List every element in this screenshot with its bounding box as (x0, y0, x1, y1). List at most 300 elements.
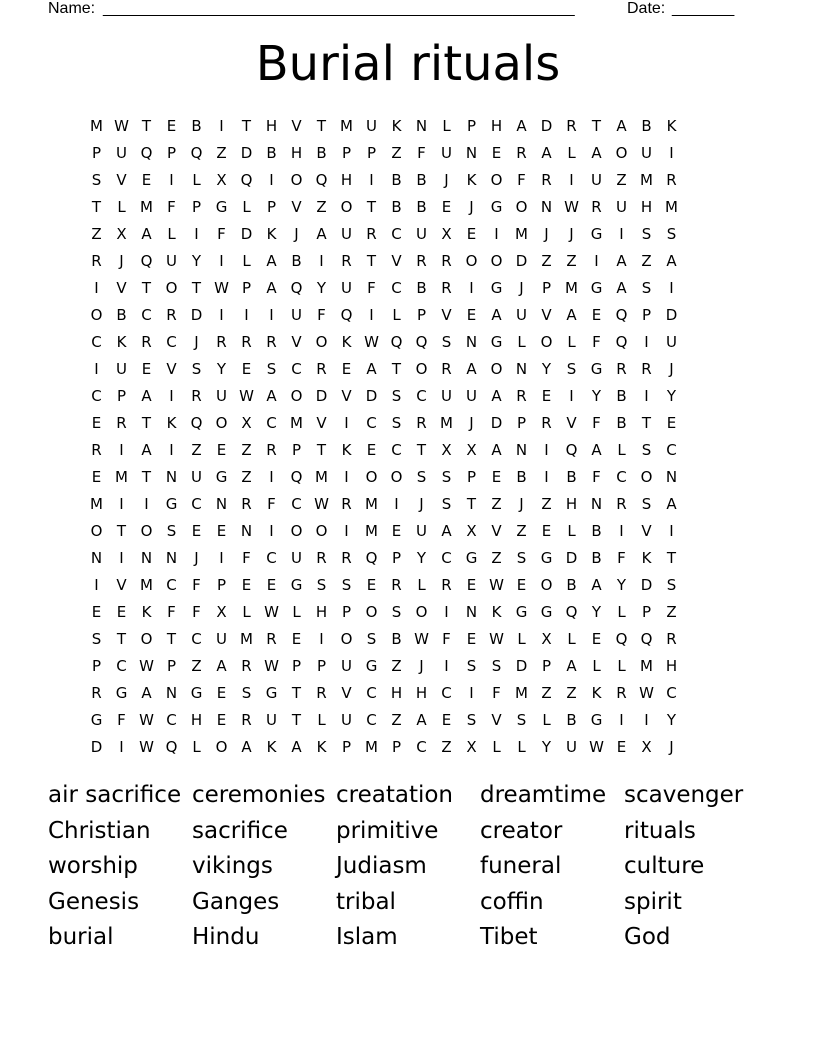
grid-letter[interactable]: T (416, 441, 427, 459)
grid-letter[interactable]: D (190, 306, 203, 324)
grid-letter[interactable]: X (641, 738, 652, 756)
grid-letter[interactable]: L (492, 738, 501, 756)
grid-letter[interactable]: J (669, 360, 674, 378)
grid-letter[interactable]: E (266, 576, 277, 594)
grid-letter[interactable]: W (564, 198, 579, 216)
grid-letter[interactable]: E (141, 171, 152, 189)
grid-letter[interactable]: V (116, 171, 127, 189)
grid-letter[interactable]: S (416, 468, 427, 486)
grid-letter[interactable]: I (319, 252, 324, 270)
grid-letter[interactable]: O (640, 468, 653, 486)
grid-letter[interactable]: J (569, 225, 574, 243)
grid-letter[interactable]: L (442, 117, 451, 135)
grid-letter[interactable]: S (391, 414, 402, 432)
grid-letter[interactable]: I (219, 117, 224, 135)
grid-letter[interactable]: F (442, 630, 451, 648)
grid-letter[interactable]: I (669, 144, 674, 162)
grid-letter[interactable]: T (591, 117, 602, 135)
grid-letter[interactable]: R (216, 333, 227, 351)
grid-letter[interactable]: S (441, 468, 452, 486)
grid-letter[interactable]: Y (666, 387, 677, 405)
grid-letter[interactable]: N (515, 441, 528, 459)
grid-letter[interactable]: B (391, 630, 402, 648)
grid-letter[interactable]: T (391, 360, 402, 378)
grid-letter[interactable]: B (391, 198, 402, 216)
grid-letter[interactable]: H (390, 684, 403, 702)
grid-letter[interactable]: I (669, 279, 674, 297)
grid-letter[interactable]: E (291, 630, 302, 648)
grid-letter[interactable]: G (490, 198, 503, 216)
grid-letter[interactable]: X (466, 441, 477, 459)
grid-letter[interactable]: R (616, 360, 627, 378)
grid-letter[interactable]: K (491, 603, 502, 621)
grid-letter[interactable]: W (264, 603, 279, 621)
grid-letter[interactable]: I (244, 306, 249, 324)
grid-letter[interactable]: R (666, 630, 677, 648)
grid-letter[interactable]: E (91, 414, 102, 432)
grid-letter[interactable]: F (192, 603, 201, 621)
grid-letter[interactable]: N (465, 144, 478, 162)
grid-letter[interactable]: O (615, 144, 628, 162)
grid-letter[interactable]: T (191, 279, 202, 297)
grid-letter[interactable]: X (466, 738, 477, 756)
grid-letter[interactable]: W (639, 684, 654, 702)
grid-letter[interactable]: D (515, 252, 528, 270)
grid-letter[interactable]: T (116, 630, 127, 648)
grid-letter[interactable]: L (617, 657, 626, 675)
grid-letter[interactable]: S (491, 657, 502, 675)
grid-letter[interactable]: B (641, 117, 652, 135)
grid-letter[interactable]: C (666, 684, 677, 702)
grid-letter[interactable]: L (617, 603, 626, 621)
grid-letter[interactable]: E (541, 522, 552, 540)
grid-letter[interactable]: L (392, 306, 401, 324)
grid-letter[interactable]: A (491, 387, 502, 405)
grid-letter[interactable]: P (541, 279, 552, 297)
grid-letter[interactable]: Z (566, 252, 577, 270)
grid-letter[interactable]: R (266, 630, 277, 648)
date-blank-field[interactable]: _______ (672, 0, 735, 17)
grid-letter[interactable]: L (517, 738, 526, 756)
grid-letter[interactable]: S (641, 225, 652, 243)
grid-letter[interactable]: I (269, 306, 274, 324)
grid-letter[interactable]: Z (241, 468, 252, 486)
grid-letter[interactable]: S (641, 279, 652, 297)
grid-letter[interactable]: Z (491, 549, 502, 567)
grid-letter[interactable]: T (141, 468, 152, 486)
grid-letter[interactable]: N (515, 360, 528, 378)
grid-letter[interactable]: G (165, 495, 178, 513)
grid-letter[interactable]: H (640, 198, 653, 216)
grid-letter[interactable]: L (592, 657, 601, 675)
grid-letter[interactable]: Q (615, 333, 628, 351)
grid-letter[interactable]: Q (190, 414, 203, 432)
grid-letter[interactable]: T (116, 522, 127, 540)
grid-letter[interactable]: F (592, 333, 601, 351)
grid-letter[interactable]: Y (591, 603, 602, 621)
grid-letter[interactable]: B (291, 252, 302, 270)
grid-letter[interactable]: X (541, 630, 552, 648)
grid-letter[interactable]: U (341, 279, 352, 297)
grid-letter[interactable]: Y (191, 252, 202, 270)
grid-letter[interactable]: F (317, 306, 326, 324)
grid-letter[interactable]: G (490, 333, 503, 351)
grid-letter[interactable]: H (340, 171, 353, 189)
grid-letter[interactable]: R (91, 252, 102, 270)
grid-letter[interactable]: P (91, 657, 102, 675)
grid-letter[interactable]: K (266, 225, 277, 243)
grid-letter[interactable]: U (416, 522, 427, 540)
grid-letter[interactable]: B (266, 144, 277, 162)
grid-letter[interactable]: I (319, 630, 324, 648)
grid-letter[interactable]: L (242, 252, 251, 270)
grid-letter[interactable]: R (566, 117, 577, 135)
grid-letter[interactable]: O (465, 252, 478, 270)
grid-letter[interactable]: N (665, 468, 678, 486)
grid-letter[interactable]: G (365, 657, 378, 675)
grid-letter[interactable]: M (90, 495, 103, 513)
grid-letter[interactable]: Z (541, 684, 552, 702)
grid-letter[interactable]: A (291, 738, 302, 756)
grid-letter[interactable]: C (441, 684, 452, 702)
grid-letter[interactable]: M (290, 414, 303, 432)
grid-letter[interactable]: R (166, 306, 177, 324)
grid-letter[interactable]: L (517, 333, 526, 351)
grid-letter[interactable]: A (141, 387, 152, 405)
grid-letter[interactable]: F (217, 225, 226, 243)
grid-letter[interactable]: J (194, 549, 199, 567)
grid-letter[interactable]: Q (140, 144, 153, 162)
grid-letter[interactable]: K (316, 738, 327, 756)
grid-letter[interactable]: L (517, 630, 526, 648)
grid-letter[interactable]: F (592, 414, 601, 432)
grid-letter[interactable]: R (316, 549, 327, 567)
grid-letter[interactable]: G (590, 360, 603, 378)
grid-letter[interactable]: S (516, 711, 527, 729)
grid-letter[interactable]: Y (316, 279, 327, 297)
grid-letter[interactable]: R (441, 252, 452, 270)
grid-letter[interactable]: R (266, 441, 277, 459)
grid-letter[interactable]: E (666, 414, 677, 432)
grid-letter[interactable]: L (167, 225, 176, 243)
grid-letter[interactable]: C (366, 414, 377, 432)
grid-letter[interactable]: Z (441, 738, 452, 756)
grid-letter[interactable]: A (141, 684, 152, 702)
grid-letter[interactable]: Z (666, 603, 677, 621)
grid-letter[interactable]: D (240, 225, 253, 243)
grid-letter[interactable]: B (616, 387, 627, 405)
grid-letter[interactable]: A (591, 144, 602, 162)
grid-letter[interactable]: K (466, 171, 477, 189)
grid-letter[interactable]: A (241, 738, 252, 756)
grid-letter[interactable]: D (490, 414, 503, 432)
grid-letter[interactable]: U (366, 117, 377, 135)
grid-letter[interactable]: T (466, 495, 477, 513)
grid-letter[interactable]: M (515, 225, 528, 243)
grid-letter[interactable]: S (391, 603, 402, 621)
grid-letter[interactable]: A (591, 576, 602, 594)
grid-letter[interactable]: S (516, 549, 527, 567)
grid-letter[interactable]: N (465, 333, 478, 351)
grid-letter[interactable]: A (316, 225, 327, 243)
grid-letter[interactable]: C (166, 711, 177, 729)
grid-letter[interactable]: Z (641, 252, 652, 270)
grid-letter[interactable]: I (169, 441, 174, 459)
grid-letter[interactable]: S (641, 441, 652, 459)
grid-letter[interactable]: L (292, 603, 301, 621)
grid-letter[interactable]: C (391, 441, 402, 459)
grid-letter[interactable]: Y (541, 360, 552, 378)
grid-letter[interactable]: C (441, 549, 452, 567)
grid-letter[interactable]: I (119, 738, 124, 756)
grid-letter[interactable]: F (242, 549, 251, 567)
grid-letter[interactable]: R (416, 414, 427, 432)
grid-letter[interactable]: Q (640, 630, 653, 648)
grid-letter[interactable]: P (116, 387, 127, 405)
grid-letter[interactable]: W (264, 657, 279, 675)
grid-letter[interactable]: C (416, 738, 427, 756)
grid-letter[interactable]: J (294, 225, 299, 243)
grid-letter[interactable]: R (241, 657, 252, 675)
grid-letter[interactable]: D (565, 549, 578, 567)
grid-letter[interactable]: N (165, 549, 178, 567)
grid-letter[interactable]: I (469, 279, 474, 297)
grid-letter[interactable]: J (419, 657, 424, 675)
grid-letter[interactable]: A (616, 117, 627, 135)
grid-letter[interactable]: Q (140, 252, 153, 270)
grid-letter[interactable]: K (666, 117, 677, 135)
grid-letter[interactable]: N (90, 549, 103, 567)
grid-letter[interactable]: O (365, 468, 378, 486)
grid-letter[interactable]: U (266, 711, 277, 729)
grid-letter[interactable]: S (341, 576, 352, 594)
grid-letter[interactable]: C (616, 468, 627, 486)
grid-letter[interactable]: R (516, 387, 527, 405)
grid-letter[interactable]: X (466, 522, 477, 540)
grid-letter[interactable]: L (567, 630, 576, 648)
grid-letter[interactable]: P (91, 144, 102, 162)
grid-letter[interactable]: X (116, 225, 127, 243)
grid-letter[interactable]: X (441, 225, 452, 243)
grid-letter[interactable]: I (544, 441, 549, 459)
grid-letter[interactable]: X (241, 414, 252, 432)
grid-letter[interactable]: C (191, 630, 202, 648)
grid-letter[interactable]: I (119, 441, 124, 459)
grid-letter[interactable]: R (316, 684, 327, 702)
grid-letter[interactable]: L (542, 711, 551, 729)
grid-letter[interactable]: E (366, 576, 377, 594)
grid-letter[interactable]: F (267, 495, 276, 513)
grid-letter[interactable]: I (344, 522, 349, 540)
grid-letter[interactable]: U (116, 360, 127, 378)
grid-letter[interactable]: B (391, 171, 402, 189)
grid-letter[interactable]: I (394, 495, 399, 513)
grid-letter[interactable]: Z (616, 171, 627, 189)
grid-letter[interactable]: Z (191, 657, 202, 675)
grid-letter[interactable]: W (114, 117, 129, 135)
grid-letter[interactable]: V (341, 387, 352, 405)
grid-letter[interactable]: P (291, 657, 302, 675)
grid-letter[interactable]: U (341, 657, 352, 675)
grid-letter[interactable]: E (91, 468, 102, 486)
grid-letter[interactable]: T (316, 441, 327, 459)
grid-letter[interactable]: C (666, 441, 677, 459)
grid-letter[interactable]: F (367, 279, 376, 297)
grid-letter[interactable]: D (640, 576, 653, 594)
grid-letter[interactable]: V (641, 522, 652, 540)
grid-letter[interactable]: U (566, 738, 577, 756)
grid-letter[interactable]: Q (190, 144, 203, 162)
grid-letter[interactable]: P (341, 603, 352, 621)
grid-letter[interactable]: J (469, 414, 474, 432)
grid-letter[interactable]: G (540, 549, 553, 567)
grid-letter[interactable]: A (441, 522, 452, 540)
grid-letter[interactable]: E (241, 360, 252, 378)
grid-letter[interactable]: Y (591, 387, 602, 405)
grid-letter[interactable]: W (139, 711, 154, 729)
grid-letter[interactable]: H (265, 117, 278, 135)
grid-letter[interactable]: T (316, 117, 327, 135)
grid-letter[interactable]: C (416, 387, 427, 405)
grid-letter[interactable]: L (567, 144, 576, 162)
grid-letter[interactable]: F (192, 576, 201, 594)
grid-letter[interactable]: W (364, 333, 379, 351)
grid-letter[interactable]: E (491, 144, 502, 162)
grid-letter[interactable]: O (290, 387, 303, 405)
grid-letter[interactable]: E (466, 576, 477, 594)
grid-letter[interactable]: L (242, 198, 251, 216)
grid-letter[interactable]: G (590, 711, 603, 729)
grid-letter[interactable]: H (315, 603, 328, 621)
grid-letter[interactable]: R (241, 495, 252, 513)
grid-letter[interactable]: K (641, 549, 652, 567)
grid-letter[interactable]: M (515, 684, 528, 702)
grid-letter[interactable]: P (541, 657, 552, 675)
grid-letter[interactable]: U (591, 171, 602, 189)
grid-letter[interactable]: A (266, 279, 277, 297)
grid-letter[interactable]: R (541, 414, 552, 432)
grid-letter[interactable]: O (390, 468, 403, 486)
grid-letter[interactable]: R (391, 576, 402, 594)
grid-letter[interactable]: R (641, 360, 652, 378)
grid-letter[interactable]: P (291, 441, 302, 459)
grid-letter[interactable]: H (565, 495, 578, 513)
grid-letter[interactable]: C (191, 495, 202, 513)
grid-letter[interactable]: A (366, 360, 377, 378)
grid-letter[interactable]: F (592, 468, 601, 486)
grid-letter[interactable]: I (619, 225, 624, 243)
grid-letter[interactable]: R (91, 441, 102, 459)
grid-letter[interactable]: G (90, 711, 103, 729)
grid-letter[interactable]: O (340, 198, 353, 216)
grid-letter[interactable]: O (290, 171, 303, 189)
grid-letter[interactable]: Q (415, 333, 428, 351)
grid-letter[interactable]: Z (566, 684, 577, 702)
grid-letter[interactable]: E (391, 522, 402, 540)
grid-letter[interactable]: M (365, 495, 378, 513)
grid-letter[interactable]: P (466, 468, 477, 486)
grid-letter[interactable]: Y (541, 738, 552, 756)
grid-letter[interactable]: C (366, 711, 377, 729)
grid-letter[interactable]: O (490, 360, 503, 378)
grid-letter[interactable]: T (641, 414, 652, 432)
grid-letter[interactable]: D (365, 387, 378, 405)
grid-letter[interactable]: W (489, 630, 504, 648)
grid-letter[interactable]: B (316, 144, 327, 162)
grid-letter[interactable]: P (316, 657, 327, 675)
grid-letter[interactable]: Q (290, 279, 303, 297)
grid-letter[interactable]: K (391, 117, 402, 135)
grid-letter[interactable]: C (291, 360, 302, 378)
grid-letter[interactable]: I (269, 522, 274, 540)
grid-letter[interactable]: V (491, 522, 502, 540)
grid-letter[interactable]: G (290, 576, 303, 594)
grid-letter[interactable]: D (90, 738, 103, 756)
grid-letter[interactable]: V (116, 576, 127, 594)
grid-letter[interactable]: U (516, 306, 527, 324)
grid-letter[interactable]: B (191, 117, 202, 135)
grid-letter[interactable]: M (365, 738, 378, 756)
grid-letter[interactable]: P (516, 414, 527, 432)
grid-letter[interactable]: C (391, 225, 402, 243)
grid-letter[interactable]: V (291, 117, 302, 135)
grid-letter[interactable]: G (540, 603, 553, 621)
grid-letter[interactable]: I (569, 171, 574, 189)
grid-letter[interactable]: R (516, 144, 527, 162)
grid-letter[interactable]: R (91, 684, 102, 702)
grid-letter[interactable]: W (214, 279, 229, 297)
grid-letter[interactable]: E (466, 225, 477, 243)
grid-letter[interactable]: A (666, 495, 677, 513)
grid-letter[interactable]: P (391, 549, 402, 567)
grid-letter[interactable]: G (190, 684, 203, 702)
grid-letter[interactable]: E (441, 711, 452, 729)
grid-letter[interactable]: A (266, 387, 277, 405)
grid-letter[interactable]: R (666, 171, 677, 189)
grid-letter[interactable]: P (266, 198, 277, 216)
grid-letter[interactable]: S (441, 333, 452, 351)
grid-letter[interactable]: M (640, 657, 653, 675)
grid-letter[interactable]: O (90, 522, 103, 540)
grid-letter[interactable]: D (665, 306, 678, 324)
grid-letter[interactable]: T (366, 198, 377, 216)
grid-letter[interactable]: B (416, 279, 427, 297)
grid-letter[interactable]: P (466, 117, 477, 135)
grid-letter[interactable]: L (117, 198, 126, 216)
grid-letter[interactable]: A (616, 252, 627, 270)
grid-letter[interactable]: R (366, 225, 377, 243)
grid-letter[interactable]: R (441, 576, 452, 594)
grid-letter[interactable]: I (344, 468, 349, 486)
grid-letter[interactable]: Z (241, 441, 252, 459)
grid-letter[interactable]: U (216, 387, 227, 405)
grid-letter[interactable]: N (165, 684, 178, 702)
grid-letter[interactable]: J (544, 225, 549, 243)
grid-letter[interactable]: U (116, 144, 127, 162)
grid-letter[interactable]: B (566, 468, 577, 486)
grid-letter[interactable]: B (416, 198, 427, 216)
grid-letter[interactable]: S (266, 360, 277, 378)
grid-letter[interactable]: I (644, 387, 649, 405)
grid-letter[interactable]: C (91, 387, 102, 405)
grid-letter[interactable]: U (666, 333, 677, 351)
grid-letter[interactable]: A (566, 657, 577, 675)
grid-letter[interactable]: O (215, 414, 228, 432)
grid-letter[interactable]: A (566, 306, 577, 324)
grid-letter[interactable]: V (391, 252, 402, 270)
grid-letter[interactable]: Q (390, 333, 403, 351)
grid-letter[interactable]: Y (416, 549, 427, 567)
